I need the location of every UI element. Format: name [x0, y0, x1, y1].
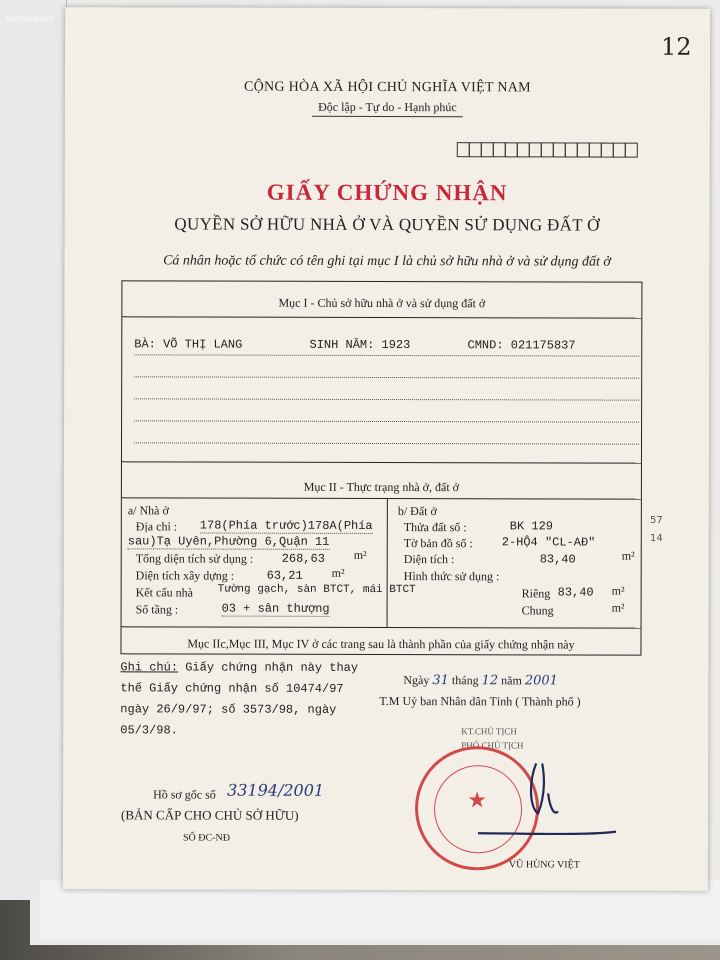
note-line3: ngày 26/9/97; số 3573/98, ngày: [120, 702, 337, 717]
dotted-line: [134, 376, 639, 378]
margin-note: 14: [650, 533, 663, 544]
house-title: a/ Nhà ở: [127, 503, 169, 518]
note-line1: Giấy chứng nhận này thay: [185, 660, 359, 675]
issue-date: Ngày 31 tháng 12 năm 2001: [403, 673, 558, 689]
country-header: CỘNG HÒA XÃ HỘI CHỦ NGHĨA VIỆT NAM: [243, 79, 531, 96]
certificate-page: [63, 7, 710, 891]
serial-boxes: [457, 142, 637, 157]
dotted-line: [134, 398, 639, 400]
shared-label: Chung: [521, 603, 554, 618]
watermark-logo: batdongsan: [6, 14, 54, 23]
owner-line: [134, 337, 575, 352]
address-line2: sau)Tạ Uyên,Phường 6,Quận 11: [127, 534, 330, 549]
left-binder-sheet: [0, 0, 67, 900]
certificate-title: GIẤY CHỨNG NHẬN: [266, 179, 508, 206]
total-area-label: Tổng diện tích sử dụng :: [135, 551, 254, 566]
signer-role: KT.CHỦ TỊCH: [461, 726, 517, 737]
structure-label: Kết cấu nhà: [135, 585, 193, 600]
divider: [122, 461, 641, 463]
note-line2: thế Giấy chứng nhận số 10474/97: [120, 681, 344, 696]
margin-note: 57: [650, 515, 663, 526]
column-divider: [387, 499, 388, 627]
official-seal: ★: [415, 746, 539, 870]
built-area-unit: m²: [331, 565, 345, 580]
section2-heading: Mục II - Thực trạng nhà ở, đất ở: [303, 479, 460, 495]
signer-subrole: PHÓ CHỦ TỊCH: [461, 740, 524, 751]
parcel-label: Thửa đất số :: [403, 520, 467, 535]
dotted-line: [134, 354, 639, 356]
private-label: Riêng: [521, 586, 551, 601]
owner-birth: SINH NĂM: 1923: [309, 337, 411, 353]
note-label: Ghi chú:: [120, 660, 179, 675]
parcel-value: BK 129: [509, 519, 554, 534]
signer-name: VŨ HÙNG VIỆT: [508, 859, 580, 871]
private-value: 83,40: [557, 585, 594, 600]
records-number: 33194/2001: [227, 780, 325, 800]
shared-unit: m²: [611, 600, 625, 615]
address-label: Địa chỉ :: [135, 519, 178, 534]
authority: T.M Uỷ ban Nhân dân Tỉnh ( Thành phố ): [379, 693, 581, 709]
records-label: Hồ sơ gốc số: [153, 787, 216, 802]
dotted-line: [134, 420, 639, 422]
records-copy: (BẢN CẤP CHO CHỦ SỞ HỮU): [121, 807, 299, 823]
structure-value: Tường gạch, sàn BTCT, mái BTCT: [217, 583, 416, 597]
certificate-description: Cá nhân hoặc tổ chức có tên ghi tại mục I là chủ sở hữu nhà ở và sử dụng đất ở: [163, 253, 611, 270]
note-line4: 05/3/98.: [120, 723, 178, 738]
divider: [122, 497, 641, 499]
certificate-frame: [120, 280, 642, 655]
page-number: 12: [661, 32, 692, 61]
land-area-label: Diện tích :: [403, 552, 455, 567]
usage-label: Hình thức sử dụng :: [403, 569, 500, 584]
records-code: SỐ ĐC-NĐ: [182, 832, 230, 844]
total-area-unit: m²: [353, 547, 367, 562]
dotted-line: [134, 442, 639, 444]
floors-value: 03 + sân thượng: [221, 601, 330, 616]
signature: [458, 753, 618, 843]
total-area-value: 268,63: [281, 551, 325, 566]
map-label: Tờ bản đồ số :: [403, 536, 473, 551]
motto: Độc lập - Tự do - Hạnh phúc: [65, 99, 710, 116]
land-area-unit: m²: [621, 548, 635, 563]
owner-id: CMND: 021175837: [467, 338, 576, 353]
land-title: b/ Đất ở: [397, 504, 437, 519]
owner-name: BÀ: VÕ THỊ LANG: [134, 337, 243, 352]
divider: [122, 316, 641, 318]
section2-footer: Mục IIc,Mục III, Mục IV ở các trang sau là thành phần của giấy chứng nhận này: [187, 636, 575, 652]
land-area-value: 83,40: [539, 552, 576, 567]
note-block: [120, 657, 400, 742]
divider: [122, 626, 641, 628]
floors-label: Số tầng :: [135, 602, 179, 617]
built-area-label: Diện tích xây dựng :: [135, 568, 235, 583]
address-line1: 178(Phía trước)178A(Phía: [199, 518, 373, 533]
private-unit: m²: [611, 583, 625, 598]
built-area-value: 63,21: [266, 568, 303, 583]
certificate-subtitle: QUYỀN SỞ HỮU NHÀ Ở VÀ QUYỀN SỬ DỤNG ĐẤT Ở: [174, 214, 600, 235]
section1-heading: Mục I - Chủ sở hữu nhà ở và sử dụng đất ở: [278, 295, 486, 311]
map-value: 2-HỘ4 "CL-AĐ": [501, 535, 596, 550]
